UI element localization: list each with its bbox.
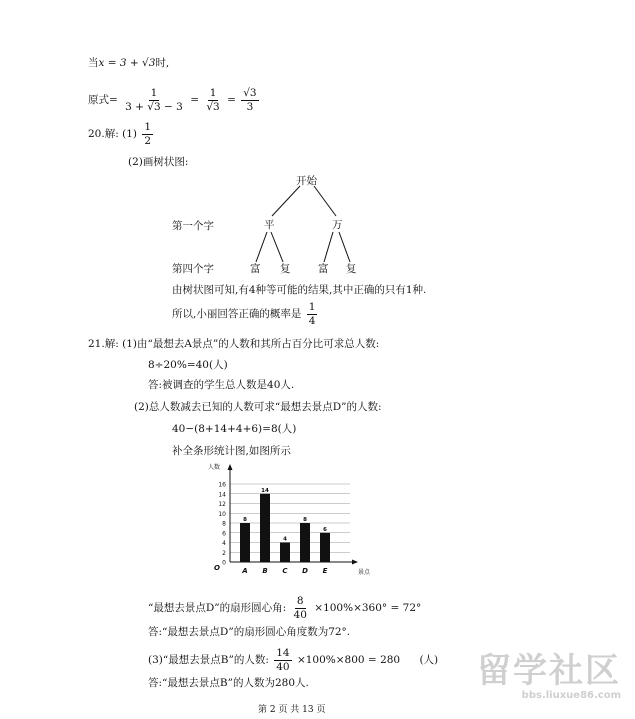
y-tick-label: 10	[218, 510, 226, 518]
q21-part1-answer: 答:被调查的学生总人数是40人.	[148, 379, 295, 391]
fraction-2: $\frac{1}{√3}$	[206, 87, 220, 113]
y-tick-label: 12	[218, 501, 226, 508]
q20-label: 20.解:	[88, 128, 119, 140]
page-footer: 第 2 页 共 13 页	[258, 705, 326, 715]
q21-part1: 21.解: (1)由“最想去A景点”的人数和其所占百分比可求总人数:	[88, 338, 380, 350]
tree-row2-label: 第四个字	[172, 263, 214, 275]
q21-part2-note: 补全条形统计图,如图所示	[172, 445, 291, 457]
condition-prefix: 当	[88, 57, 99, 69]
bar	[300, 523, 310, 562]
x-axis-arrow	[352, 560, 358, 565]
q20-part1-fraction: $\frac{1}{2}$	[144, 121, 151, 147]
q21-label: 21.解:	[88, 338, 119, 350]
watermark-url: bbs.liuxue86.com	[521, 690, 621, 701]
tree-leaf: 复	[280, 263, 291, 275]
data-label: 4	[283, 536, 287, 543]
y-axis-label: 人数	[208, 464, 221, 471]
condition-expr: x = 3 + √3	[98, 57, 156, 69]
simplification-label: 原式=	[88, 94, 118, 106]
q3-fraction: $\frac{14}{40}$	[276, 647, 290, 673]
y-tick-label: 8	[222, 520, 226, 528]
q21-part2: (2)总人数减去已知的人数可求“最想去景点D”的人数:	[134, 401, 382, 413]
tree-row1-label: 第一个字	[172, 220, 214, 232]
watermark-text: 留学社区	[477, 651, 621, 691]
watermark	[477, 643, 621, 701]
fraction-3: $\frac{√3}{3}$	[243, 87, 257, 113]
y-tick-label: 0	[222, 559, 226, 567]
angle-fraction: $\frac{8}{40}$	[293, 595, 307, 621]
tree-leaf: 富	[250, 263, 261, 275]
x-axis-label: 景点	[358, 569, 371, 576]
q21-part2-calc: 40−(8+14+4+6)=8(人)	[172, 423, 297, 435]
y-tick-label: 6	[222, 530, 226, 538]
q3-answer: 答:“最想去景点B”的人数为280人.	[148, 677, 309, 689]
condition-suffix: 时,	[155, 57, 170, 69]
simplification-line: 原式= $\frac{1}{3 + √3 - 3}$ = $\frac{1}{√3}$ = $\frac{√3}{3}$	[88, 87, 257, 113]
tree-leaf: 富	[318, 263, 329, 275]
bar	[240, 523, 250, 562]
x-tick-label: B	[262, 567, 268, 575]
data-label: 8	[303, 517, 307, 523]
origin-label: O	[214, 564, 220, 572]
fraction-1: $\frac{1}{3 + √3 - 3}$	[125, 87, 183, 113]
tree-diagram	[0, 0, 635, 300]
bar-chart	[200, 462, 371, 587]
q20-part1-label: (1)	[122, 128, 137, 140]
x-tick-label: E	[322, 567, 328, 575]
y-tick-label: 4	[222, 540, 226, 547]
data-label: 8	[243, 517, 247, 523]
bar	[280, 543, 290, 563]
tree-root: 开始	[296, 175, 317, 187]
y-tick-label: 16	[218, 481, 226, 489]
q20-conclusion: 由树状图可知,有4种等可能的结果,其中正确的只有1种.	[172, 284, 427, 296]
tree-node: 平	[264, 219, 275, 231]
q20-part2: (2)画树状图:	[128, 156, 189, 168]
x-tick-label: A	[242, 567, 248, 575]
x-tick-label: D	[302, 567, 308, 575]
y-axis-arrow	[228, 464, 233, 470]
data-label: 14	[261, 487, 269, 494]
y-tick-label: 14	[218, 491, 226, 499]
data-label: 6	[323, 526, 327, 533]
angle-answer: 答:“最想去景点D”的扇形圆心角度数为72°.	[148, 626, 351, 638]
y-tick-label: 2	[222, 549, 226, 557]
bar	[320, 533, 330, 562]
q3-line: (3)“最想去景点B”的人数: $\frac{14}{40}$ ×100%×800 = 280 (人)	[148, 647, 439, 673]
q21-part1-calc: 8÷20%=40(人)	[148, 359, 228, 371]
tree-node: 万	[332, 219, 343, 231]
angle-line: “最想去景点D”的扇形圆心角: $\frac{8}{40}$ ×100%×360° = 72°	[148, 595, 422, 621]
probability-fraction: $\frac{1}{4}$	[308, 301, 316, 327]
x-tick-label: C	[282, 567, 288, 575]
tree-leaf: 复	[346, 263, 357, 275]
q20-probability: 所以,小丽回答正确的概率是 $\frac{1}{4}$	[172, 301, 316, 327]
bar	[260, 494, 270, 562]
